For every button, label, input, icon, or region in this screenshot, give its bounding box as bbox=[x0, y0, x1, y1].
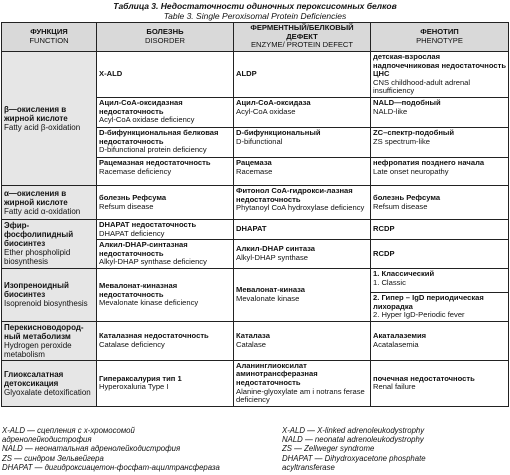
enzyme-cell: Алкил-DHAP синтаза Alkyl-DHAP synthase bbox=[234, 240, 371, 269]
function-cell: β—окисления в жирной кислоте Fatty acid β-oxidation bbox=[2, 52, 97, 186]
header-row bbox=[2, 23, 509, 52]
header-function: ФУНКЦИЯ FUNCTION bbox=[2, 23, 97, 52]
enzyme-cell: DHAPAT bbox=[234, 220, 371, 240]
header-enzyme: ФЕРМЕНТНЫЙ/БЕЛКОВЫЙ ДЕФЕКТ ENZYME/ PROTEIN DEFECT bbox=[234, 23, 371, 52]
disorder-cell: Ацил-CoA-оксидазная недостаточность Acyl-CoA oxidase deficiency bbox=[97, 98, 234, 128]
legend-line: NALD — neonatal adrenoleukodystrophy bbox=[282, 435, 424, 445]
phenotype-cell: 2. Гипер – IgD периодическая лихорадка 2. Hyper IgD-Periodic fever bbox=[371, 292, 509, 321]
phenotype-cell: почечная недостаточность Renal failure bbox=[371, 360, 509, 406]
legend-ru bbox=[2, 426, 267, 472]
phenotype-cell: болезнь Рефсума Refsum disease bbox=[371, 186, 509, 220]
legend-line: ZS — Zellweger syndrome bbox=[282, 444, 375, 454]
disorder-cell: D-бифункциональная белковая недостаточность D-bifunctional protein deficiency bbox=[97, 128, 234, 158]
header-disorder: БОЛЕЗНЬ DISORDER bbox=[97, 23, 234, 52]
enzyme-cell: Фитонол CoA-гидрокси-лазная недостаточность Phytanoyl CoA hydroxylase deficiency bbox=[234, 186, 371, 220]
disorder-cell: DHAPAT недостаточность DHAPAT deficiency bbox=[97, 220, 234, 240]
function-cell: Эфир-фосфолипидный биосинтез Ether phospholipid biosynthesis bbox=[2, 220, 97, 269]
enzyme-cell: D-бифункциональный D-bifunctional bbox=[234, 128, 371, 158]
enzyme-cell: Мевалонат-киназа Mevalonate kinase bbox=[234, 268, 371, 321]
deficiency-table bbox=[1, 22, 509, 407]
phenotype-cell: RCDP bbox=[371, 220, 509, 240]
enzyme-cell: Рацемаза Racemase bbox=[234, 158, 371, 186]
table-row bbox=[2, 268, 509, 292]
legend-line: ZS — синдром Зельвейгера bbox=[2, 453, 104, 463]
phenotype-cell: RCDP bbox=[371, 240, 509, 269]
phenotype-cell: NALD—подобный NALD-like bbox=[371, 98, 509, 128]
caption-en: Table 3. Single Peroxisomal Protein Deficiencies bbox=[163, 11, 347, 21]
phenotype-cell: ZC–спектр-подобный ZS spectrum-like bbox=[371, 128, 509, 158]
disorder-cell: X-ALD bbox=[97, 52, 234, 98]
disorder-cell: Мевалонат-киназная недостаточность Mevalonate kinase deficiency bbox=[97, 268, 234, 321]
table-row bbox=[2, 321, 509, 360]
disorder-cell: Алкил-DHAP-синтазная недостаточность Alkyl-DHAP synthase deficiency bbox=[97, 240, 234, 269]
legend-line: X-ALD — сцепления с х-хромосомой bbox=[2, 426, 135, 435]
enzyme-cell: ALDP bbox=[234, 52, 371, 98]
function-cell: Глиоксалатная детоксикация Glyoxalate detoxification bbox=[2, 360, 97, 406]
legend-line: X-ALD — X-linked adrenoleukodystrophy bbox=[282, 426, 425, 435]
disorder-cell: Гипераксалурия тип 1 Hyperoxaluria Type I bbox=[97, 360, 234, 406]
table-row bbox=[2, 220, 509, 240]
legend-line: acyltransferase bbox=[282, 462, 335, 472]
legend-line: адренолейкодистрофия bbox=[2, 435, 92, 445]
enzyme-cell: Аланинглиоксилат аминотрансферазная недостаточность Alanine-glyoxylate am i notrans ferase deficiency bbox=[234, 360, 371, 406]
header-phenotype: ФЕНОТИП PHENOTYPE bbox=[371, 23, 509, 52]
enzyme-cell: Каталаза Catalase bbox=[234, 321, 371, 360]
disorder-cell: Рацемазная недостаточность Racemase deficiency bbox=[97, 158, 234, 186]
disorder-cell: Каталазная недостаточность Catalase deficiency bbox=[97, 321, 234, 360]
function-cell: Изопреноидный биосинтез Isoprenoid biosynthesis bbox=[2, 268, 97, 321]
phenotype-cell: детская-взрослая надпочечниковая недостаточность ЦНС CNS childhood-adult adrenal insufficiency bbox=[371, 52, 509, 98]
phenotype-cell: Акаталаземия Acatalasemia bbox=[371, 321, 509, 360]
table-row bbox=[2, 52, 509, 98]
phenotype-cell: нефропатия позднего начала Late onset neuropathy bbox=[371, 158, 509, 186]
legend-line: NALD — неонатальная адренолейкодистрофия bbox=[2, 444, 181, 454]
legend-line: DHAPAT — Dihydroxyacetone phosphate bbox=[282, 453, 426, 463]
function-cell: Перекисноводород-ный метаболизм Hydrogen peroxide metabolism bbox=[2, 321, 97, 360]
table-row bbox=[2, 186, 509, 220]
disorder-cell: болезнь Рефсума Refsum disease bbox=[97, 186, 234, 220]
caption-ru: Таблица 3. Недостаточности одиночных пероксисомных белков bbox=[113, 1, 397, 11]
legend-line: DHAPAT — дигидроксиацетон-фосфат-ацилтрансфераза bbox=[2, 462, 220, 472]
enzyme-cell: Ацил-CoA-оксидаза Acyl-CoA oxidase bbox=[234, 98, 371, 128]
phenotype-cell: 1. Классический 1. Classic bbox=[371, 268, 509, 292]
function-cell: α—окисления в жирной кислоте Fatty acid α-oxidation bbox=[2, 186, 97, 220]
table-caption bbox=[0, 0, 510, 21]
legend-en bbox=[282, 426, 508, 472]
table-row bbox=[2, 360, 509, 406]
